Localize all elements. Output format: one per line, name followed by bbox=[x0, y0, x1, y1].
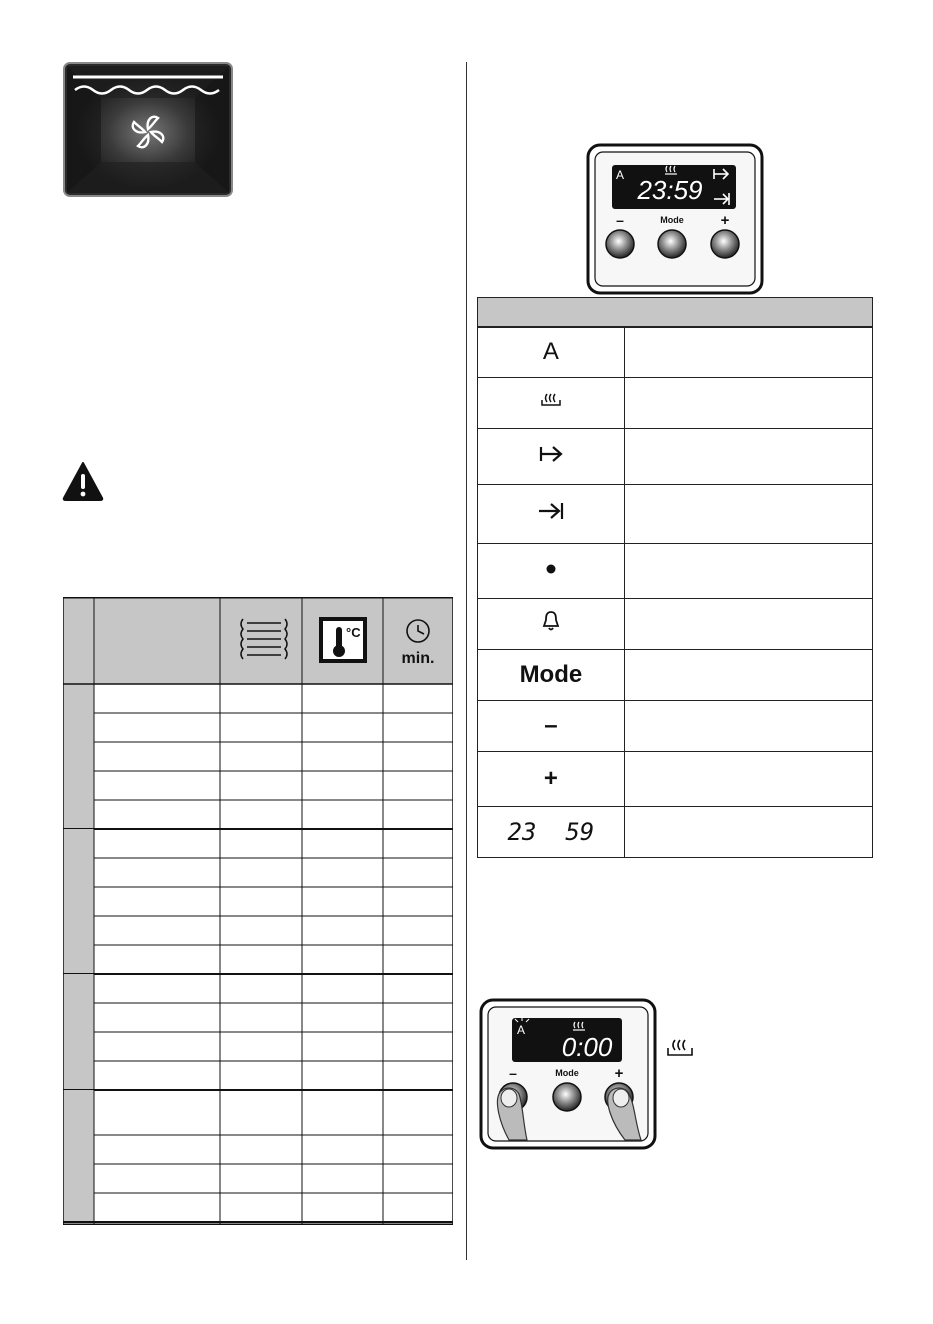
svg-text:°C: °C bbox=[346, 625, 361, 640]
recipe-table bbox=[63, 597, 453, 1225]
minus-label: – bbox=[616, 212, 624, 228]
heat-icon bbox=[664, 1033, 696, 1061]
display-time: 23:59 bbox=[637, 175, 703, 205]
time-unit-label: min. bbox=[401, 650, 435, 667]
plus-button[interactable] bbox=[711, 230, 739, 258]
display-digits: 23 59 bbox=[507, 817, 595, 846]
dot-icon bbox=[545, 563, 557, 575]
table-header bbox=[63, 597, 453, 684]
symbol-table bbox=[477, 297, 873, 858]
mode-label: Mode bbox=[555, 1068, 579, 1078]
timer-control-panel bbox=[586, 143, 764, 295]
auto-indicator: A bbox=[616, 168, 625, 182]
column-divider bbox=[466, 62, 467, 1260]
mode-button[interactable] bbox=[553, 1083, 581, 1111]
symbol-table-header bbox=[478, 298, 873, 328]
table-group-cell bbox=[63, 684, 94, 829]
mode-button[interactable] bbox=[658, 230, 686, 258]
end-time-icon bbox=[537, 501, 565, 521]
auto-symbol: A bbox=[542, 338, 559, 366]
warning-icon bbox=[62, 461, 104, 501]
heat-icon bbox=[539, 390, 563, 410]
table-group-cell bbox=[63, 1090, 94, 1222]
bell-icon bbox=[541, 610, 561, 632]
plus-label: + bbox=[720, 212, 730, 229]
minus-symbol: – bbox=[544, 711, 558, 739]
mode-label: Mode bbox=[660, 215, 684, 225]
minus-button[interactable] bbox=[606, 230, 634, 258]
display-time: 0:00 bbox=[561, 1032, 613, 1062]
minus-label: – bbox=[509, 1065, 517, 1081]
mode-symbol: Mode bbox=[519, 660, 583, 688]
fan-oven-icon bbox=[63, 62, 233, 197]
auto-indicator: A bbox=[517, 1023, 526, 1037]
timer-control-panel-setting bbox=[479, 998, 657, 1150]
thermometer-icon bbox=[319, 617, 367, 663]
start-time-icon bbox=[537, 444, 565, 464]
plus-label: + bbox=[614, 1065, 624, 1082]
table-group-cell bbox=[63, 974, 94, 1090]
plus-symbol: + bbox=[543, 764, 558, 792]
table-group-cell bbox=[63, 829, 94, 974]
